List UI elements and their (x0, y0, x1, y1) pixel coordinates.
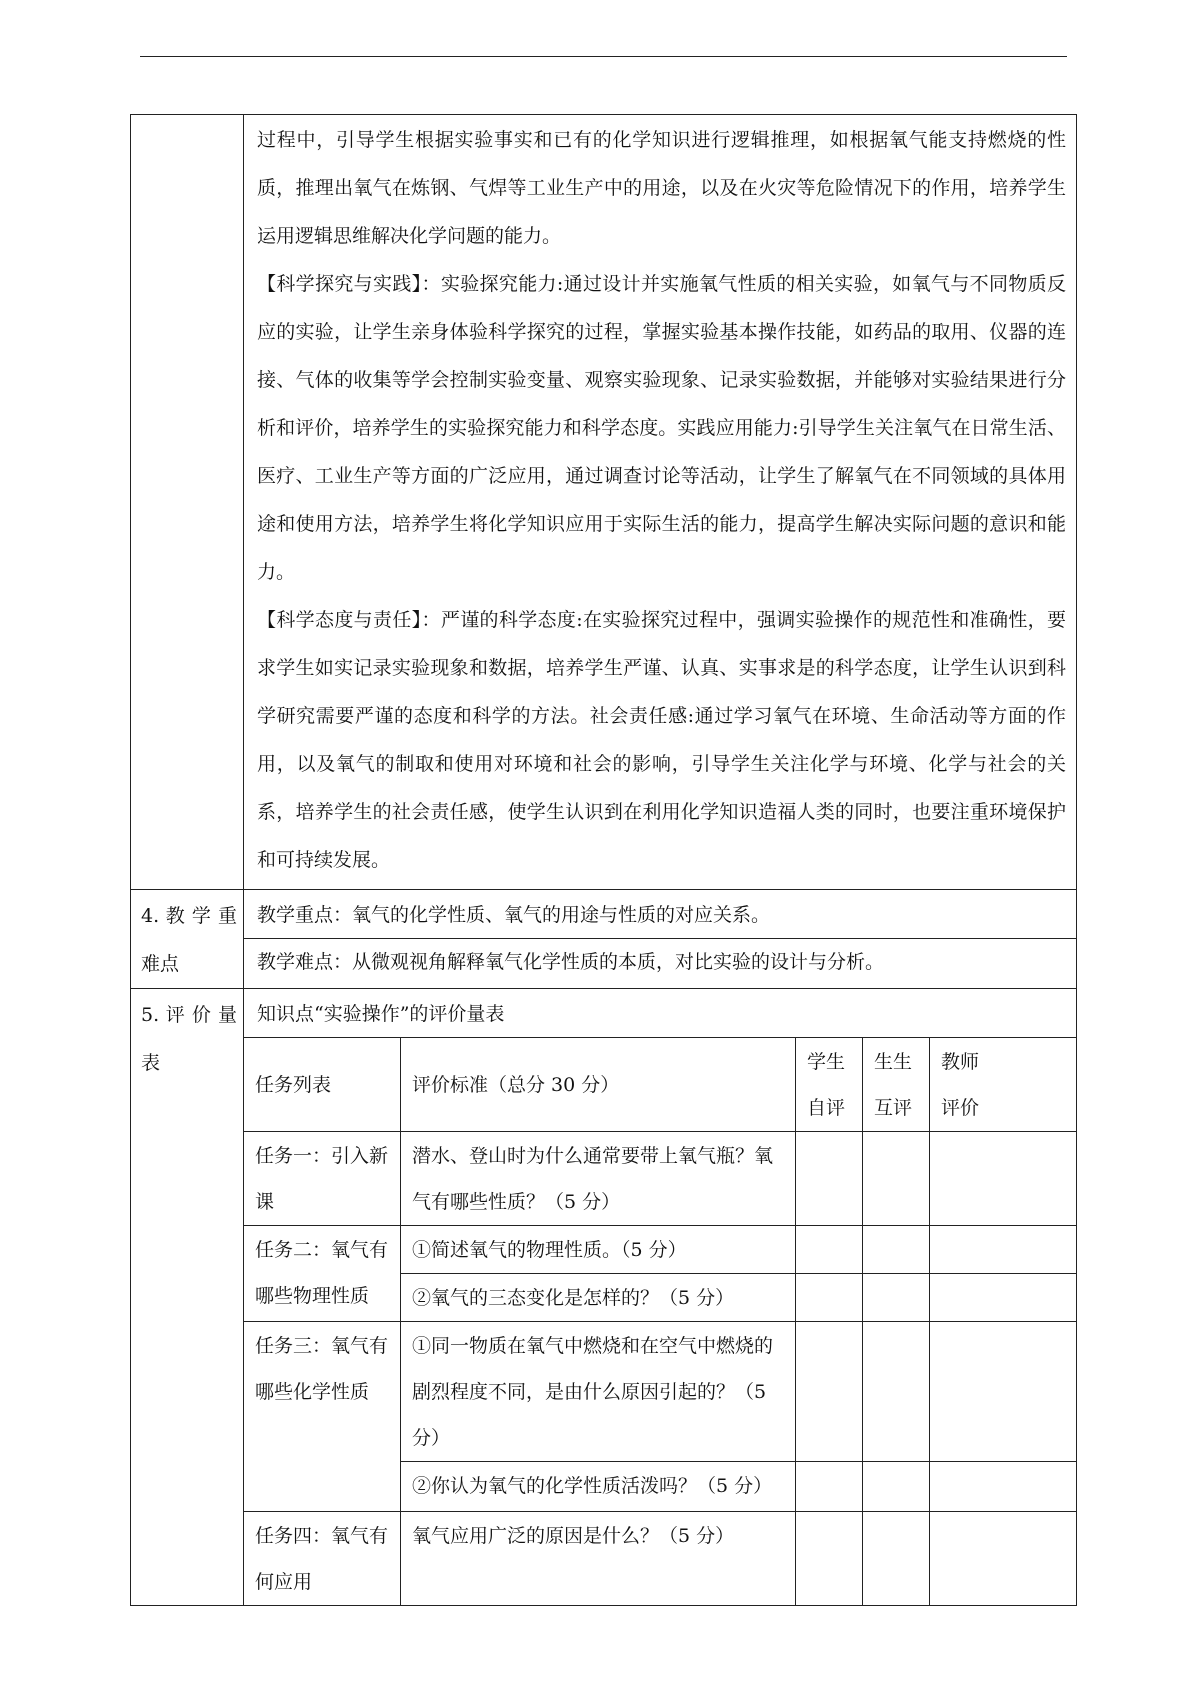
lesson-plan-sheet (130, 114, 1076, 1606)
self-score-cell (796, 1274, 863, 1322)
rubric-table (243, 1037, 1077, 1606)
header-criteria: 评价标准（总分 30 分） (401, 1038, 796, 1132)
header-rule (140, 56, 1067, 57)
task-name-cell: 任务四：氧气有何应用 (244, 1512, 401, 1606)
teacher-score-cell (930, 1226, 1077, 1274)
criteria-cell: 氧气应用广泛的原因是什么？（5 分） (401, 1512, 796, 1606)
difficult-point-text: 教学难点：从微观视角解释氧气化学性质的本质，对比实验的设计与分析。 (257, 951, 885, 973)
teacher-score-cell (930, 1322, 1077, 1462)
peer-score-cell (863, 1462, 930, 1512)
peer-score-cell (863, 1226, 930, 1274)
criteria-cell: ①简述氧气的物理性质。（5 分） (401, 1226, 796, 1274)
criteria-cell: ②你认为氧气的化学性质活泼吗？（5 分） (401, 1462, 796, 1512)
peer-score-cell (863, 1512, 930, 1606)
competency-body-cell (244, 115, 1077, 890)
rubric-row (131, 989, 1077, 1606)
rubric-body-cell (244, 989, 1077, 1606)
header-peer-eval: 生生 互评 (863, 1038, 930, 1132)
task-name-cell: 任务一：引入新课 (244, 1132, 401, 1226)
header-teacher-eval: 教师 评价 (930, 1038, 1077, 1132)
rubric-label-line2: 表 (141, 1052, 161, 1074)
competency-label-cell (131, 115, 244, 890)
teacher-score-cell (930, 1462, 1077, 1512)
competency-row (131, 115, 1077, 890)
science-inquiry-paragraph: 【科学探究与实践】：实验探究能力:通过设计并实施氧气性质的相关实验，如氧气与不同物质反应的实验，让学生亲身体验科学探究的过程，掌握实验基本操作技能，如药品的取用、仪器的连接、气体的收集等学会控制实验变量、观察实验现象、记录实验数据，并能够对实验结果进行分析和评价，培养学生的实验探究能力和科学态度。实践应用能力:引导学生关注氧气在日常生活、医疗、工业生产等方面的广泛应用，通过调查讨论等活动，让学生了解氧气在不同领域的具体用途和使用方法，培养学生将化学知识应用于实际生活的能力，提高学生解决实际问题的意识和能力。 (257, 273, 1066, 583)
peer-score-cell (863, 1132, 930, 1226)
peer-score-cell (863, 1322, 930, 1462)
rubric-label-cell (131, 989, 244, 1606)
teaching-focus-body-cell (244, 890, 1077, 989)
teaching-focus-row (131, 890, 1077, 989)
table-row (244, 1322, 1077, 1462)
self-score-cell (796, 1512, 863, 1606)
criteria-cell: 潜水、登山时为什么通常要带上氧气瓶？氧气有哪些性质？（5 分） (401, 1132, 796, 1226)
task-name-cell: 任务二：氧气有哪些物理性质 (244, 1226, 401, 1322)
criteria-cell: ②氧气的三态变化是怎样的？（5 分） (401, 1274, 796, 1322)
table-row (244, 1132, 1077, 1226)
rubric-header-row (244, 1038, 1077, 1132)
rubric-label-line1: 5. 评 价 量 (141, 1004, 237, 1026)
self-score-cell (796, 1322, 863, 1462)
criteria-cell: ①同一物质在氧气中燃烧和在空气中燃烧的剧烈程度不同，是由什么原因引起的？（5 分） (401, 1322, 796, 1462)
peer-score-cell (863, 1274, 930, 1322)
teaching-focus-label-line1: 4. 教 学 重 (141, 905, 237, 927)
header-task: 任务列表 (244, 1038, 401, 1132)
self-score-cell (796, 1132, 863, 1226)
task-name-cell: 任务三：氧气有哪些化学性质 (244, 1322, 401, 1512)
teaching-focus-label-cell (131, 890, 244, 989)
key-point-text: 教学重点：氧气的化学性质、氧气的用途与性质的对应关系。 (257, 904, 771, 926)
self-score-cell (796, 1226, 863, 1274)
teacher-score-cell (930, 1132, 1077, 1226)
header-self-eval: 学生 自评 (796, 1038, 863, 1132)
table-row (244, 1512, 1077, 1606)
teaching-focus-label-line2: 难点 (141, 953, 180, 975)
table-row (244, 1226, 1077, 1274)
science-attitude-paragraph: 【科学态度与责任】：严谨的科学态度:在实验探究过程中，强调实验操作的规范性和准确性，要求学生如实记录实验现象和数据，培养学生严谨、认真、实事求是的科学态度，让学生认识到科学研究需要严谨的态度和科学的方法。社会责任感:通过学习氧气在环境、生命活动等方面的作用，以及氧气的制取和使用对环境和社会的影响，引导学生关注化学与环境、化学与社会的关系，培养学生的社会责任感，使学生认识到在利用化学知识造福人类的同时，也要注重环境保护和可持续发展。 (257, 609, 1066, 871)
teacher-score-cell (930, 1274, 1077, 1322)
self-score-cell (796, 1462, 863, 1512)
teacher-score-cell (930, 1512, 1077, 1606)
logic-reasoning-paragraph: 过程中，引导学生根据实验事实和已有的化学知识进行逻辑推理，如根据氧气能支持燃烧的性质，推理出氧气在炼钢、气焊等工业生产中的用途，以及在火灾等危险情况下的作用，培养学生运用逻辑思维解决化学问题的能力。 (257, 129, 1066, 247)
lesson-plan-table (130, 114, 1077, 1606)
rubric-title: 知识点“实验操作”的评价量表 (257, 1003, 505, 1025)
